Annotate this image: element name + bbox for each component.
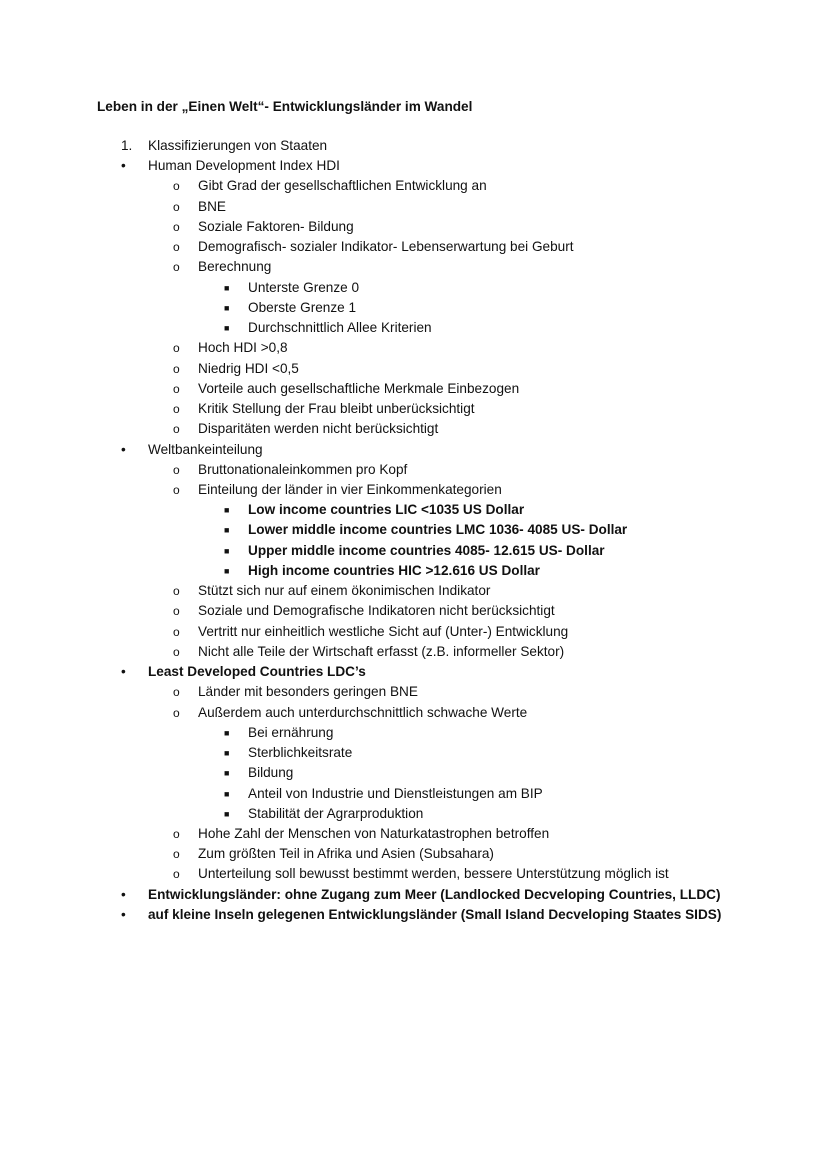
list-item-text: Hoch HDI >0,8 — [198, 340, 288, 356]
list-item — [0, 257, 828, 277]
list-item-text: Kritik Stellung der Frau bleibt unberücksichtigt — [198, 401, 475, 417]
list-item — [0, 176, 828, 196]
bullet-icon: • — [121, 906, 126, 922]
square-bullet-icon: ■ — [224, 505, 230, 516]
list-item — [0, 419, 828, 439]
list-item-text: Niedrig HDI <0,5 — [198, 360, 299, 376]
circle-bullet-icon: o — [173, 219, 180, 234]
list-item — [0, 217, 828, 237]
list-item — [0, 723, 828, 743]
list-item-text: Einteilung der länder in vier Einkommenkategorien — [198, 481, 502, 497]
list-item-text: Nicht alle Teile der Wirtschaft erfasst (z.B. informeller Sektor) — [198, 643, 565, 659]
circle-bullet-icon: o — [173, 644, 180, 659]
bullet-icon: • — [121, 664, 126, 680]
list-item-text: Low income countries LIC <1035 US Dollar — [248, 502, 525, 518]
list-item — [0, 844, 828, 864]
list-item-text: Vertritt nur einheitlich westliche Sicht auf (Unter-) Entwicklung — [198, 623, 569, 639]
list-item — [0, 440, 828, 460]
square-bullet-icon: ■ — [224, 302, 230, 313]
list-item — [0, 500, 828, 520]
list-item-text: Stützt sich nur auf einem ökonimischen Indikator — [198, 583, 491, 599]
list-item — [0, 642, 828, 662]
list-item — [0, 156, 828, 176]
list-item — [0, 197, 828, 217]
list-item — [0, 864, 828, 884]
list-item — [0, 662, 828, 682]
list-item-text: Berechnung — [198, 259, 272, 275]
list-item — [0, 338, 828, 358]
list-item — [0, 804, 828, 824]
outline-list — [0, 136, 828, 925]
circle-bullet-icon: o — [173, 361, 180, 376]
list-number: 1. — [121, 138, 133, 153]
list-item — [0, 399, 828, 419]
circle-bullet-icon: o — [173, 604, 180, 619]
list-item-text: Bruttonationaleinkommen pro Kopf — [198, 461, 408, 477]
list-item — [0, 460, 828, 480]
list-item-text: Weltbankeinteilung — [148, 441, 263, 457]
list-item-text: Außerdem auch unterdurchschnittlich schwache Werte — [198, 704, 528, 720]
circle-bullet-icon: o — [173, 260, 180, 275]
list-item-text: Gibt Grad der gesellschaftlichen Entwicklung an — [198, 178, 487, 194]
list-item — [0, 359, 828, 379]
circle-bullet-icon: o — [173, 381, 180, 396]
circle-bullet-icon: o — [173, 847, 180, 862]
list-item — [0, 561, 828, 581]
list-item-text: Soziale Faktoren- Bildung — [198, 218, 354, 234]
list-item — [0, 318, 828, 338]
list-item-text: Human Development Index HDI — [148, 158, 340, 174]
bullet-icon: • — [121, 441, 126, 457]
list-item — [0, 520, 828, 540]
list-item — [0, 824, 828, 844]
circle-bullet-icon: o — [173, 482, 180, 497]
list-item — [0, 743, 828, 763]
list-item-text: Bei ernährung — [248, 724, 334, 740]
square-bullet-icon: ■ — [224, 788, 230, 799]
circle-bullet-icon: o — [173, 685, 180, 700]
list-item-text: Anteil von Industrie und Dienstleistungen am BIP — [248, 785, 543, 801]
list-item — [0, 541, 828, 561]
list-item — [0, 784, 828, 804]
square-bullet-icon: ■ — [224, 323, 230, 334]
bullet-icon: • — [121, 158, 126, 174]
circle-bullet-icon: o — [173, 867, 180, 882]
square-bullet-icon: ■ — [224, 565, 230, 576]
list-item — [0, 480, 828, 500]
bullet-icon: • — [121, 886, 126, 902]
circle-bullet-icon: o — [173, 462, 180, 477]
list-item-text: Zum größten Teil in Afrika und Asien (Subsahara) — [198, 846, 494, 862]
circle-bullet-icon: o — [173, 826, 180, 841]
list-item — [0, 601, 828, 621]
list-item-text: Sterblichkeitsrate — [248, 745, 353, 761]
list-item — [0, 136, 828, 156]
circle-bullet-icon: o — [173, 341, 180, 356]
list-item-text: Demografisch- sozialer Indikator- Lebenserwartung bei Geburt — [198, 239, 574, 255]
list-item-text: auf kleine Inseln gelegenen Entwicklungsländer (Small Island Decveloping Staates SIDS) — [148, 906, 722, 922]
document-title: Leben in der „Einen Welt“- Entwicklungsländer im Wandel — [97, 99, 473, 114]
list-item-text: Soziale und Demografische Indikatoren nicht berücksichtigt — [198, 603, 555, 619]
list-item — [0, 581, 828, 601]
list-item-text: Upper middle income countries 4085- 12.615 US- Dollar — [248, 542, 605, 558]
list-item — [0, 682, 828, 702]
list-item-text: Vorteile auch gesellschaftliche Merkmale Einbezogen — [198, 380, 520, 396]
list-item-text: Entwicklungsländer: ohne Zugang zum Meer (Landlocked Decveloping Countries, LLDC) — [148, 886, 721, 902]
square-bullet-icon: ■ — [224, 808, 230, 819]
circle-bullet-icon: o — [173, 584, 180, 599]
list-item-text: Unterteilung soll bewusst bestimmt werden, bessere Unterstützung möglich ist — [198, 866, 669, 882]
list-item-text: Länder mit besonders geringen BNE — [198, 684, 418, 700]
list-item-text: Klassifizierungen von Staaten — [148, 138, 328, 153]
list-item-text: Lower middle income countries LMC 1036- 4085 US- Dollar — [248, 522, 628, 538]
list-item — [0, 763, 828, 783]
list-item-text: BNE — [198, 198, 226, 214]
circle-bullet-icon: o — [173, 422, 180, 437]
list-item — [0, 905, 828, 925]
circle-bullet-icon: o — [173, 624, 180, 639]
list-item-text: Bildung — [248, 765, 294, 781]
list-item — [0, 703, 828, 723]
list-item-text: Durchschnittlich Allee Kriterien — [248, 320, 432, 336]
list-item-text: Disparitäten werden nicht berücksichtigt — [198, 421, 439, 437]
square-bullet-icon: ■ — [224, 525, 230, 536]
list-item — [0, 278, 828, 298]
circle-bullet-icon: o — [173, 705, 180, 720]
list-item — [0, 379, 828, 399]
list-item — [0, 298, 828, 318]
list-item-text: Oberste Grenze 1 — [248, 299, 357, 315]
square-bullet-icon: ■ — [224, 727, 230, 738]
list-item — [0, 237, 828, 257]
list-item-text: High income countries HIC >12.616 US Dollar — [248, 562, 540, 578]
circle-bullet-icon: o — [173, 179, 180, 194]
list-item — [0, 885, 828, 905]
list-item-text: Stabilität der Agrarproduktion — [248, 805, 424, 821]
circle-bullet-icon: o — [173, 402, 180, 417]
circle-bullet-icon: o — [173, 240, 180, 255]
square-bullet-icon: ■ — [224, 282, 230, 293]
list-item — [0, 622, 828, 642]
square-bullet-icon: ■ — [224, 748, 230, 759]
square-bullet-icon: ■ — [224, 545, 230, 556]
list-item-text: Least Developed Countries LDC’s — [148, 664, 366, 680]
circle-bullet-icon: o — [173, 199, 180, 214]
list-item-text: Hohe Zahl der Menschen von Naturkatastrophen betroffen — [198, 825, 550, 841]
square-bullet-icon: ■ — [224, 768, 230, 779]
list-item-text: Unterste Grenze 0 — [248, 279, 360, 295]
